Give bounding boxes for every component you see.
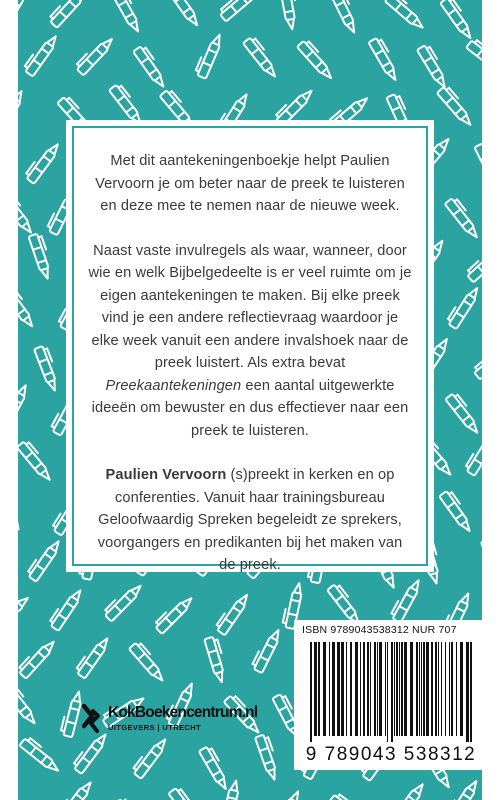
blurb-paragraph-2-end: een aantal uitgewerkte ideeën om bewuster en dus effectiever naar een preek te luisteren. <box>91 377 409 439</box>
pen-icon <box>445 392 482 436</box>
barcode-bar <box>416 642 418 736</box>
barcode-bar <box>379 642 382 736</box>
barcode-bar <box>431 642 433 736</box>
barcode-bar <box>399 642 400 736</box>
barcode-bar <box>435 642 437 736</box>
author-bio: (s)preekt in kerken en op conferenties. Vanuit haar trainingsbureau Geloofwaardig Spreken begeleidt ze sprekers, voorgangers en predikanten bij het maken van de preek. <box>97 467 403 573</box>
barcode-bar <box>332 642 335 736</box>
pen-icon <box>440 0 477 41</box>
pen-icon <box>74 34 115 76</box>
barcode-bar <box>441 642 442 736</box>
barcode-bar <box>323 642 326 736</box>
pen-icon <box>330 0 362 35</box>
barcode-bar <box>377 642 378 736</box>
pen-icon <box>464 430 482 476</box>
blurb-panel <box>66 120 434 572</box>
barcode <box>308 642 474 742</box>
pen-icon <box>472 341 482 380</box>
pen-icon <box>18 191 37 235</box>
barcode-bar <box>387 642 388 742</box>
barcode-bar <box>466 642 469 742</box>
pen-icon <box>243 35 281 79</box>
pen-icon <box>389 780 426 800</box>
barcode-bar <box>401 642 403 736</box>
pen-icon <box>466 38 482 76</box>
barcode-bar <box>410 642 413 736</box>
blurb-text <box>88 150 412 599</box>
pen-icon <box>218 0 261 22</box>
pen-icon <box>446 284 481 329</box>
pen-icon <box>28 233 55 281</box>
barcode-bar <box>374 642 376 736</box>
pen-icon <box>445 777 480 800</box>
kokboekencentrum-logo-icon <box>82 704 106 734</box>
pen-icon <box>167 0 204 28</box>
barcode-bar <box>426 642 429 736</box>
blurb-paragraph-2-start: Naast vaste invulregels als waar, wanneer, door wie en welk Bijbelgedeelte is er veel ruimte om je eigen aantekeningen te maken. Bij elke preek vind je een andere reflectievraag waardoor je elke week vanuit een andere invalshoek naar de preek luistert. Als extra bevat <box>88 242 412 371</box>
barcode-bar <box>451 642 453 736</box>
barcode-bar <box>396 642 398 736</box>
pen-icon <box>112 0 145 34</box>
pen-icon <box>168 786 205 800</box>
pen-icon <box>474 142 482 189</box>
book-title: Preekaantekeningen <box>105 377 242 394</box>
barcode-bar <box>423 642 425 736</box>
pen-icon <box>445 196 482 240</box>
pen-icon <box>133 44 170 89</box>
pen-icon <box>255 734 282 782</box>
pen-icon <box>48 0 88 28</box>
barcode-bar <box>329 642 330 736</box>
author-name: Paulien Vervoorn <box>105 467 227 483</box>
barcode-bar <box>470 642 472 742</box>
blurb-paragraph-2 <box>88 240 412 443</box>
pen-icon <box>75 634 112 679</box>
barcode-bar <box>404 642 407 736</box>
pen-icon <box>18 636 57 678</box>
barcode-bar <box>394 642 395 736</box>
pen-icon <box>279 0 300 30</box>
pen-icon <box>18 285 39 329</box>
pen-icon <box>72 730 110 774</box>
pen-icon <box>437 85 477 128</box>
barcode-bar <box>350 642 352 736</box>
pen-icon <box>153 593 194 634</box>
pen-icon <box>34 345 62 392</box>
pen-icon <box>368 36 402 82</box>
pen-icon <box>18 87 25 133</box>
barcode-bar <box>355 642 358 736</box>
barcode-bar <box>456 642 457 736</box>
pen-icon <box>26 537 62 582</box>
barcode-bar <box>445 642 446 736</box>
pen-icon <box>18 439 56 482</box>
pen-icon <box>18 592 31 630</box>
pen-icon <box>218 779 240 800</box>
author-paragraph <box>88 464 412 577</box>
pen-icon <box>23 32 60 77</box>
isbn-digits: 9 789043 538312 <box>305 744 477 765</box>
pen-icon <box>271 788 302 800</box>
barcode-bar <box>421 642 422 736</box>
blurb-paragraph-1: Met dit aantekeningenboekje helpt Paulien Vervoorn je om beter naar de preek te luisteren en deze mee te nemen naar de nieuwe week. <box>95 153 405 214</box>
barcode-bar <box>460 642 463 736</box>
back-cover <box>18 0 482 800</box>
barcode-bar <box>337 642 340 736</box>
barcode-bar <box>370 642 371 736</box>
publisher-name: KokBoekencentrum.nl <box>108 704 258 721</box>
barcode-bar <box>341 642 344 736</box>
pen-icon <box>417 43 452 89</box>
barcode-bar <box>391 642 393 742</box>
pen-icon <box>385 0 428 31</box>
pen-icon <box>19 736 63 774</box>
pen-icon <box>329 792 373 800</box>
barcode-bar <box>385 642 386 736</box>
barcode-bar <box>438 642 439 736</box>
pen-icon <box>60 690 83 738</box>
pen-icon <box>131 735 169 779</box>
barcode-bar <box>367 642 369 736</box>
pen-icon <box>48 586 84 631</box>
pen-icon <box>481 537 482 584</box>
barcode-bar <box>449 642 450 736</box>
barcode-box <box>294 620 482 770</box>
barcode-bar <box>360 642 361 736</box>
barcode-bar <box>310 642 312 742</box>
barcode-bar <box>419 642 420 736</box>
pen-icon <box>24 140 61 184</box>
pen-icon <box>465 242 482 282</box>
pen-icon <box>129 641 169 684</box>
barcode-bar <box>314 642 317 736</box>
barcode-bar <box>318 642 320 736</box>
pen-icon <box>199 745 233 791</box>
pen-icon <box>439 489 476 534</box>
pen-icon <box>18 0 29 30</box>
barcode-bar <box>346 642 347 736</box>
pen-icon <box>251 626 283 673</box>
barcode-bar <box>363 642 365 736</box>
publisher-subline: UITGEVERS | UTRECHT <box>108 723 202 732</box>
pen-icon <box>56 778 94 800</box>
pen-icon <box>18 795 34 800</box>
pen-icon <box>194 32 224 79</box>
isbn-line: ISBN 9789043538312 NUR 707 <box>302 624 457 636</box>
pen-icon <box>204 636 229 684</box>
pen-icon <box>18 382 30 429</box>
pen-icon <box>18 682 41 726</box>
pen-icon <box>18 485 26 531</box>
pen-icon <box>297 39 337 82</box>
